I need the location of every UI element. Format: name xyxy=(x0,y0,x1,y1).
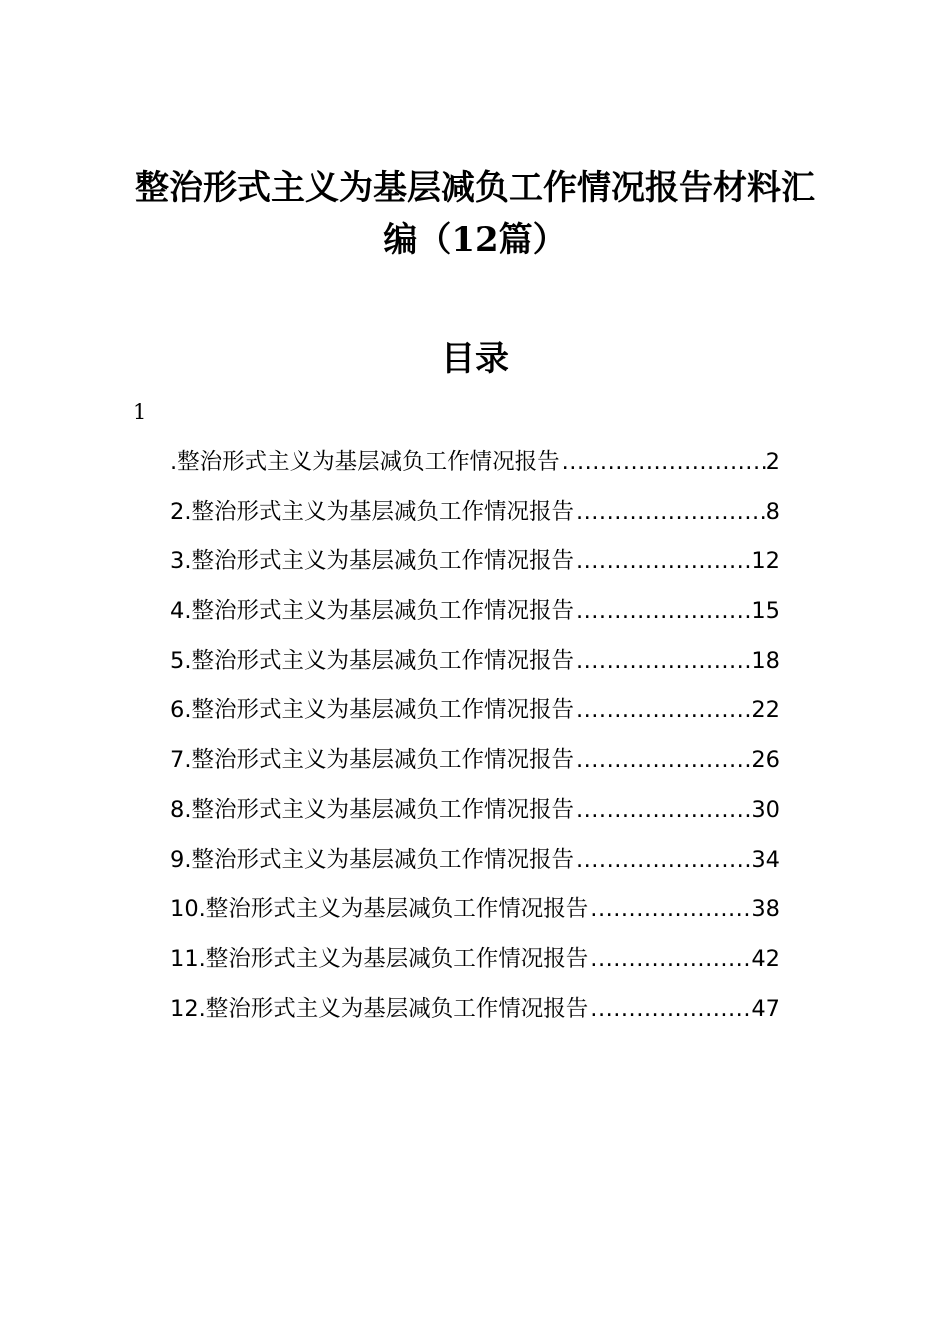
toc-entry-label: 4.整治形式主义为基层减负工作情况报告 xyxy=(170,598,574,625)
toc-entry-label: .整治形式主义为基层减负工作情况报告 xyxy=(170,449,560,475)
toc-dot-leader xyxy=(574,593,751,629)
toc-entry-label: 11.整治形式主义为基层减负工作情况报告 xyxy=(170,945,589,972)
toc-page-number: 42 xyxy=(751,945,780,972)
toc-entry-9[interactable] xyxy=(170,842,780,892)
toc-page-number: 22 xyxy=(751,697,780,724)
table-of-contents xyxy=(170,444,780,1040)
toc-entry-5[interactable] xyxy=(170,643,780,693)
toc-entry-8[interactable] xyxy=(170,792,780,842)
toc-entry-7[interactable] xyxy=(170,742,780,792)
toc-dot-leader xyxy=(574,643,751,679)
toc-entry-2[interactable] xyxy=(170,494,780,544)
toc-entry-label: 9.整治形式主义为基层减负工作情况报告 xyxy=(170,846,574,873)
toc-heading: 目录 xyxy=(441,339,509,379)
document-title-line-1: 整治形式主义为基层减负工作情况报告材料汇 xyxy=(135,168,815,208)
toc-dot-leader xyxy=(588,891,751,927)
toc-entry-label: 5.整治形式主义为基层减负工作情况报告 xyxy=(170,647,574,674)
toc-dot-leader xyxy=(574,842,751,878)
toc-page-number: 30 xyxy=(751,796,780,823)
document-title xyxy=(100,162,850,266)
toc-page-number: 2 xyxy=(765,449,780,475)
toc-entry-label: 7.整治形式主义为基层减负工作情况报告 xyxy=(170,747,574,774)
toc-dot-leader xyxy=(560,444,766,480)
toc-dot-leader xyxy=(574,543,751,579)
toc-dot-leader xyxy=(574,742,751,778)
toc-entry-label: 6.整治形式主义为基层减负工作情况报告 xyxy=(170,697,574,724)
toc-page-number: 26 xyxy=(751,747,780,774)
toc-page-number: 38 xyxy=(751,896,780,923)
toc-entry-label: 8.整治形式主义为基层减负工作情况报告 xyxy=(170,796,574,823)
toc-page-number: 12 xyxy=(751,548,780,575)
toc-stray-number: 1 xyxy=(133,400,147,424)
toc-entry-12[interactable] xyxy=(170,991,780,1041)
toc-page-number: 34 xyxy=(751,846,780,873)
document-title-line-2: 编（12篇） xyxy=(383,220,567,260)
toc-page-number: 8 xyxy=(765,498,780,525)
toc-dot-leader xyxy=(574,692,751,728)
toc-page-number: 15 xyxy=(751,598,780,625)
toc-dot-leader xyxy=(574,792,751,828)
toc-page-number: 47 xyxy=(751,995,780,1022)
toc-entry-label: 12.整治形式主义为基层减负工作情况报告 xyxy=(170,995,589,1022)
toc-page-number: 18 xyxy=(751,647,780,674)
toc-entry-11[interactable] xyxy=(170,941,780,991)
toc-entry-label: 10.整治形式主义为基层减负工作情况报告 xyxy=(170,896,589,923)
toc-dot-leader xyxy=(574,494,766,530)
toc-entry-6[interactable] xyxy=(170,692,780,742)
toc-entry-1[interactable] xyxy=(170,444,780,494)
toc-entry-label: 2.整治形式主义为基层减负工作情况报告 xyxy=(170,498,574,525)
toc-entry-3[interactable] xyxy=(170,543,780,593)
toc-dot-leader xyxy=(588,941,751,977)
toc-entry-10[interactable] xyxy=(170,891,780,941)
toc-entry-4[interactable] xyxy=(170,593,780,643)
toc-entry-label: 3.整治形式主义为基层减负工作情况报告 xyxy=(170,548,574,575)
toc-dot-leader xyxy=(588,991,751,1027)
